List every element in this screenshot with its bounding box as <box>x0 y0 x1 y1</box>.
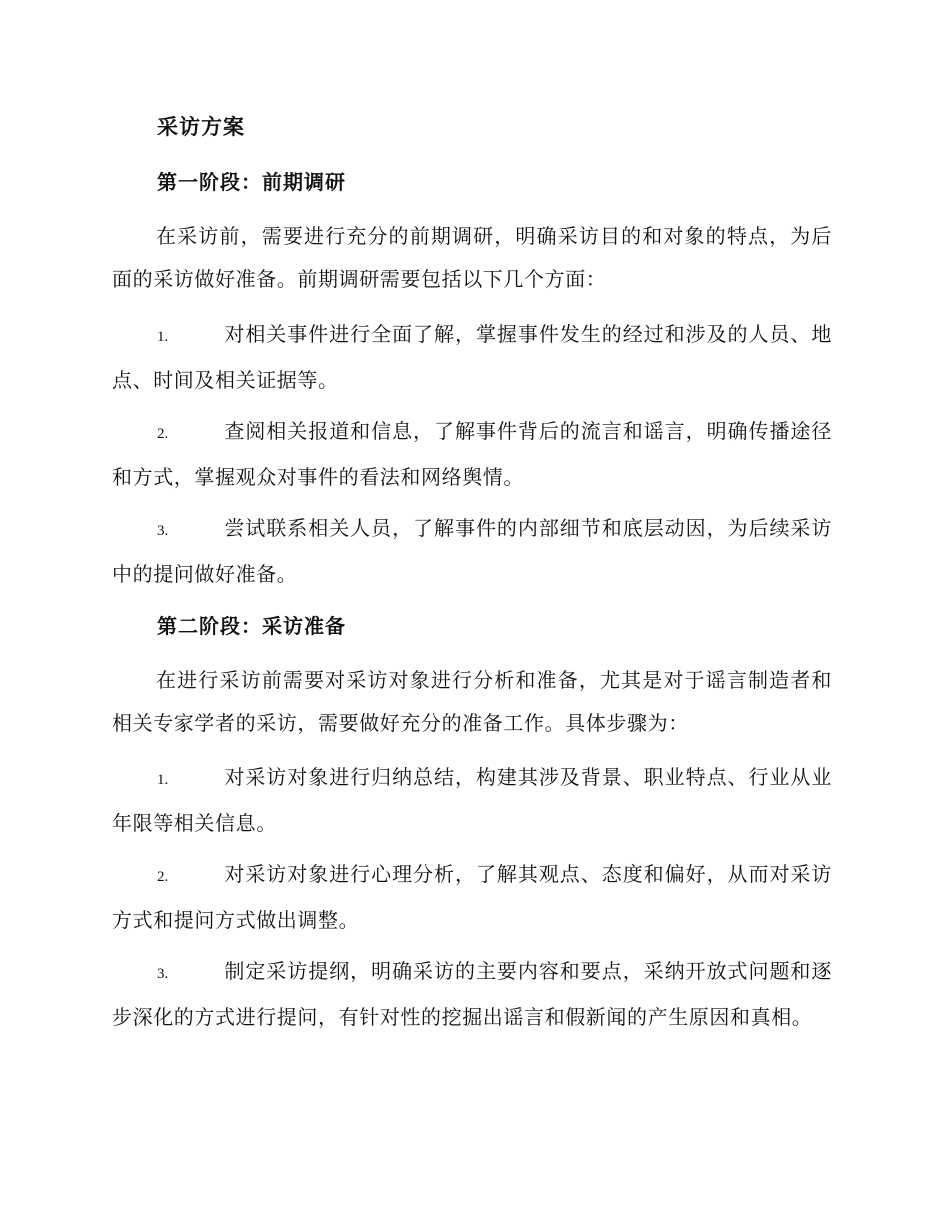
section1-heading: 第一阶段：前期调研 <box>157 170 346 194</box>
list-item-text: 制定采访提纲，明确采访的主要内容和要点，采纳开放式问题和逐步深化的方式进行提问，有针对性的挖掘出谣言和假新闻的产生原因和真相。 <box>112 959 832 1029</box>
list-number: 2. <box>157 869 169 885</box>
section1-list-item <box>112 410 832 499</box>
section1-list-item <box>112 313 832 402</box>
section2-list-item <box>112 950 832 1039</box>
section2-intro: 在进行采访前需要对采访对象进行分析和准备，尤其是对于谣言制造者和相关专家学者的采访，需要做好充分的准备工作。具体步骤为： <box>112 668 832 735</box>
section2-list-item <box>112 756 832 845</box>
section2-list-item <box>112 853 832 942</box>
list-item-text: 尝试联系相关人员，了解事件的内部细节和底层动因，为后续采访中的提问做好准备。 <box>112 516 832 586</box>
list-number: 3. <box>157 523 169 539</box>
list-item-text: 对采访对象进行心理分析，了解其观点、态度和偏好，从而对采访方式和提问方式做出调整。 <box>112 862 832 932</box>
section1-intro: 在采访前，需要进行充分的前期调研，明确采访目的和对象的特点，为后面的采访做好准备。前期调研需要包括以下几个方面： <box>112 224 832 291</box>
list-item-text: 查阅相关报道和信息，了解事件背后的流言和谣言，明确传播途径和方式，掌握观众对事件的看法和网络舆情。 <box>112 419 832 489</box>
list-number: 1. <box>157 772 169 788</box>
section2-heading: 第二阶段：采访准备 <box>157 614 346 638</box>
list-number: 1. <box>157 329 169 345</box>
list-item-text: 对采访对象进行归纳总结，构建其涉及背景、职业特点、行业从业年限等相关信息。 <box>112 765 832 835</box>
section1-list-item <box>112 507 832 596</box>
list-number: 3. <box>157 966 169 982</box>
list-item-text: 对相关事件进行全面了解，掌握事件发生的经过和涉及的人员、地点、时间及相关证据等。 <box>112 322 832 392</box>
list-number: 2. <box>157 426 169 442</box>
document-title: 采访方案 <box>157 114 245 139</box>
